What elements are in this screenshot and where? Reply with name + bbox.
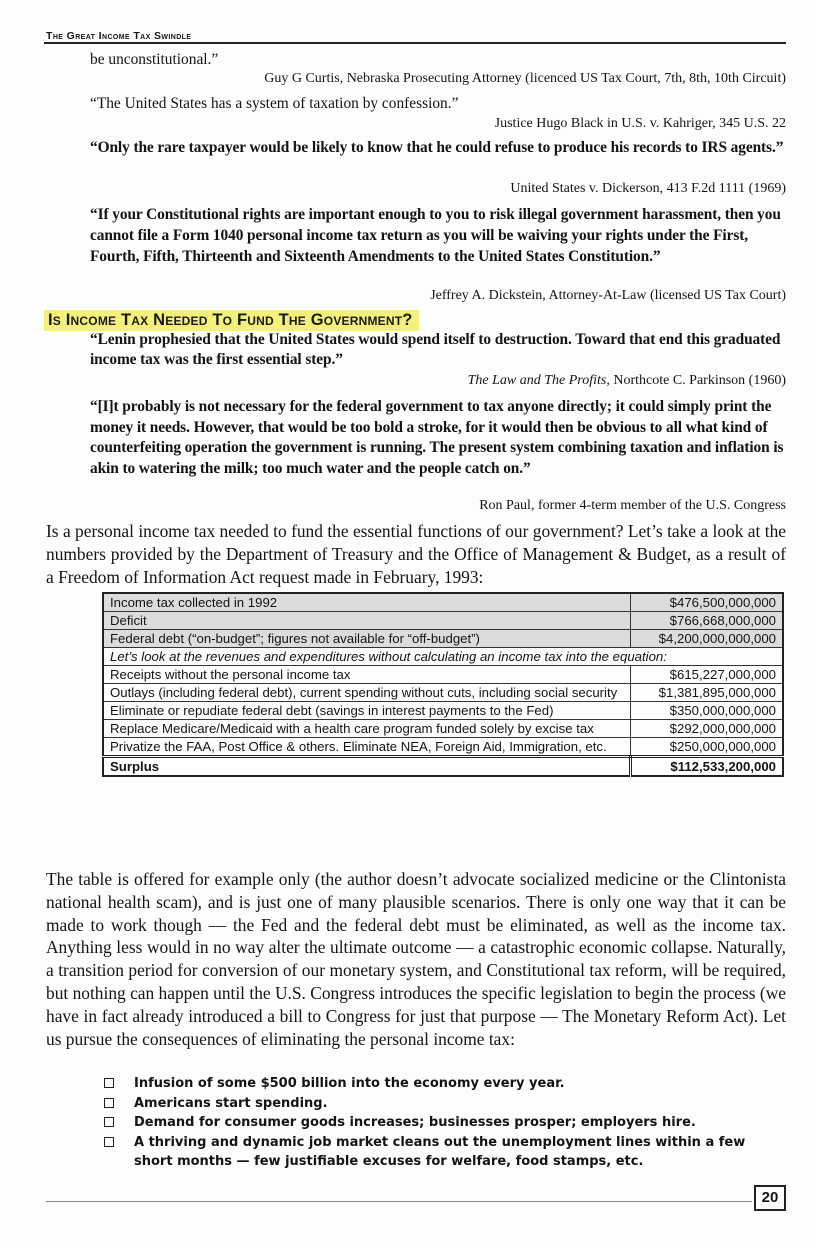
quote-3: “Only the rare taxpayer would be likely to know that he could refuse to produce his records to IRS agents.”	[90, 139, 784, 156]
checkbox-icon	[104, 1078, 114, 1088]
row-amount: $766,668,000,000	[631, 612, 784, 630]
list-item-text: A thriving and dynamic job market cleans out the unemployment lines within a few short months — few justifiable excuses for welfare, food stamps, etc.	[134, 1134, 746, 1169]
list-item	[104, 1113, 786, 1133]
row-label: Federal debt (“on-budget”; figures not available for “off-budget”)	[103, 630, 631, 648]
quote-1: be unconstitutional.”	[90, 51, 219, 68]
table-row	[103, 666, 783, 684]
row-label: Deficit	[103, 612, 631, 630]
consequences-checklist	[104, 1074, 786, 1172]
list-item	[104, 1133, 786, 1172]
budget-table	[102, 592, 784, 777]
checkbox-icon	[104, 1098, 114, 1108]
table-note-row	[103, 648, 783, 666]
quote-2-attribution: Justice Hugo Black in U.S. v. Kahriger, 345 U.S. 22	[494, 116, 786, 131]
attribution-author: Northcote C. Parkinson (1960)	[609, 373, 786, 388]
quote-4-attribution: Jeffrey A. Dickstein, Attorney-At-Law (licensed US Tax Court)	[430, 288, 786, 303]
section-quote-1: “Lenin prophesied that the United States would spend itself to destruction. Toward that end this graduated income tax was the first essential step.”	[90, 331, 781, 368]
table-row	[103, 738, 783, 757]
list-item	[104, 1094, 786, 1114]
total-amount: $112,533,200,000	[631, 757, 784, 777]
list-item	[104, 1074, 786, 1094]
section-heading: Is Income Tax Needed To Fund The Government?	[44, 310, 419, 331]
section-quote-2: “[I]t probably is not necessary for the federal government to tax anyone directly; it could simply print the money it needs. However, that would be too bold a stroke, for it would then be obvious to all what kind of counterfeiting operation the government is running. The present system combining taxation and inflation is akin to watering the milk; too much water and the people catch on.”	[90, 398, 784, 477]
row-label: Income tax collected in 1992	[103, 593, 631, 612]
table-row	[103, 612, 783, 630]
checkbox-icon	[104, 1117, 114, 1127]
section-quote-1-attribution	[468, 372, 786, 390]
closing-paragraph: The table is offered for example only (the author doesn’t advocate socialized medicine or the Clintonista national health scam), and is just one of many plausible scenarios. There is only one way that it can be made to work though — the Fed and the federal debt must be eliminated, as well as the income tax. Anything less would in no way alter the ultimate outcome — a catastrophic economic collapse. Naturally, a transition period for conversion of our monetary system, and Constitutional tax reform, will be required, but nothing can happen until the U.S. Congress introduces the specific legislation to begin the process (we have in fact already introduced a bill to Congress for just that purpose — The Monetary Reform Act). Let us pursue the consequences of eliminating the personal income tax:	[46, 869, 786, 1049]
checkbox-icon	[104, 1137, 114, 1147]
row-amount: $250,000,000,000	[631, 738, 784, 757]
row-label: Eliminate or repudiate federal debt (savings in interest payments to the Fed)	[103, 702, 631, 720]
row-amount: $292,000,000,000	[631, 720, 784, 738]
row-label: Replace Medicare/Medicaid with a health care program funded solely by excise tax	[103, 720, 631, 738]
footer-rule	[46, 1201, 752, 1202]
table-note: Let’s look at the revenues and expenditures without calculating an income tax into the equation:	[103, 648, 783, 666]
row-label: Receipts without the personal income tax	[103, 666, 631, 684]
row-label: Privatize the FAA, Post Office & others. Eliminate NEA, Foreign Aid, Immigration, etc.	[103, 738, 631, 757]
table-row	[103, 630, 783, 648]
row-label: Outlays (including federal debt), current spending without cuts, including social security	[103, 684, 631, 702]
list-item-text: Infusion of some $500 billion into the economy every year.	[134, 1076, 565, 1091]
intro-paragraph: Is a personal income tax needed to fund the essential functions of our government? Let’s take a look at the numbers provided by the Department of Treasury and the Office of Management & Budget, as a result of a Freedom of Information Act request made in February, 1993:	[46, 521, 786, 587]
list-item-text: Americans start spending.	[134, 1095, 328, 1111]
list-item-text: Demand for consumer goods increases; businesses prosper; employers hire.	[134, 1115, 696, 1130]
table-row	[103, 720, 783, 738]
quote-2: “The United States has a system of taxation by confession.”	[90, 95, 459, 112]
attribution-title: The Law and The Profits,	[467, 373, 610, 388]
header-rule	[44, 42, 786, 44]
row-amount: $476,500,000,000	[631, 593, 784, 612]
section-quote-2-attribution: Ron Paul, former 4-term member of the U.S. Congress	[479, 498, 786, 513]
running-head: The Great Income Tax Swindle	[46, 30, 192, 42]
row-amount: $4,200,000,000,000	[631, 630, 784, 648]
row-amount: $1,381,895,000,000	[631, 684, 784, 702]
table-row	[103, 702, 783, 720]
total-label: Surplus	[103, 757, 631, 777]
page-number: 20	[754, 1185, 786, 1211]
table-row	[103, 684, 783, 702]
row-amount: $615,227,000,000	[631, 666, 784, 684]
quote-3-attribution: United States v. Dickerson, 413 F.2d 1111 (1969)	[510, 181, 786, 196]
quote-4: “If your Constitutional rights are important enough to you to risk illegal government harassment, then you cannot file a Form 1040 personal income tax return as you will be waiving your rights under the First, Fourth, Fifth, Thirteenth and Sixteenth Amendments to the United States Constitution.”	[90, 206, 781, 265]
row-amount: $350,000,000,000	[631, 702, 784, 720]
table-total-row	[103, 757, 783, 777]
table-row	[103, 593, 783, 612]
quote-1-attribution: Guy G Curtis, Nebraska Prosecuting Attorney (licenced US Tax Court, 7th, 8th, 10th Circuit)	[264, 71, 786, 86]
